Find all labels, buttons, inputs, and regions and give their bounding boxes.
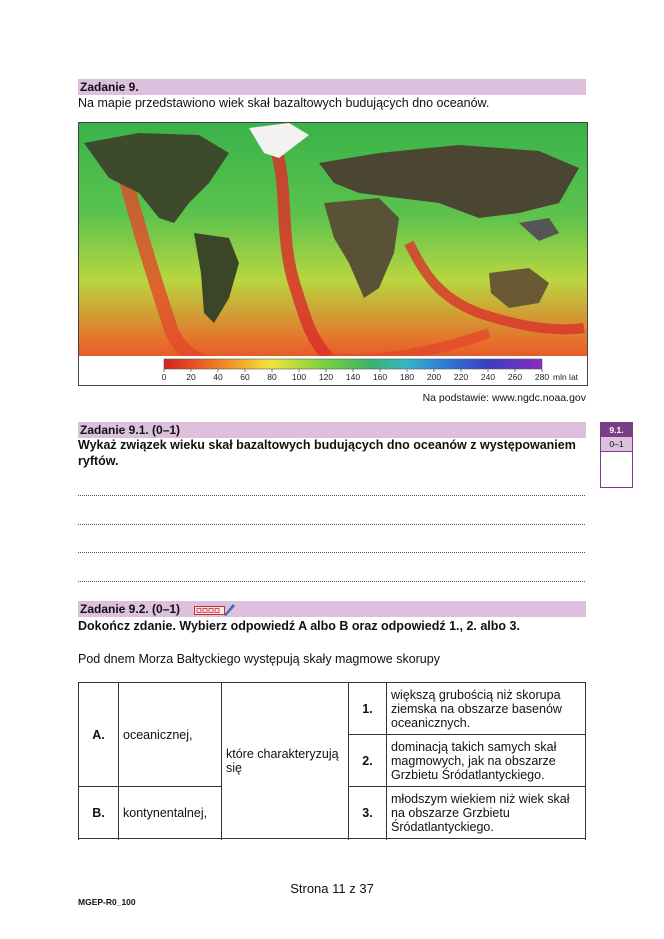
- option-3-line: młodszym wiekiem niż wiek skał: [391, 791, 570, 806]
- task91-question-line1: Wykaż związek wieku skał bazaltowych budujących dno oceanów z występowaniem: [78, 438, 576, 452]
- scale-tick-label: 220: [453, 372, 469, 382]
- option-b-text[interactable]: kontynentalnej,: [119, 787, 222, 839]
- score-box-9-1: [600, 422, 633, 488]
- option-3-line: Śródatlantyckiego.: [391, 819, 494, 834]
- middle-text-line2: się: [226, 760, 242, 775]
- scale-tick-label: 280: [534, 372, 550, 382]
- answer-line-3[interactable]: [78, 552, 585, 553]
- option-b-letter[interactable]: B.: [79, 787, 119, 839]
- scale-tick-label: 160: [372, 372, 388, 382]
- scale-tick-label: 180: [399, 372, 415, 382]
- score-box-range: 0–1: [601, 437, 632, 452]
- answer-table: [78, 682, 586, 839]
- option-1-line: większą grubością niż skorupa: [391, 687, 561, 702]
- map-source: Na podstawie: www.ngdc.noaa.gov: [422, 392, 586, 404]
- pencil-icon: [194, 603, 236, 620]
- option-a-text[interactable]: oceanicznej,: [119, 683, 222, 787]
- scale-tick-label: 80: [267, 372, 277, 382]
- ocean-floor-age-map: [78, 122, 588, 386]
- option-2-text[interactable]: [387, 735, 586, 787]
- score-box-entry[interactable]: [601, 452, 632, 486]
- option-2-line: dominacją takich samych skał: [391, 739, 557, 754]
- option-1-number[interactable]: 1.: [349, 683, 387, 735]
- scale-tick-label: 240: [480, 372, 496, 382]
- scale-tick-label: 100: [291, 372, 307, 382]
- scale-tick-label: 120: [318, 372, 334, 382]
- exam-code: MGEP-R0_100: [78, 897, 136, 907]
- page-number: Strona 11 z 37: [290, 881, 374, 896]
- answer-line-1[interactable]: [78, 495, 585, 496]
- option-2-line: magmowych, jak na obszarze: [391, 753, 556, 768]
- option-3-line: na obszarze Grzbietu: [391, 805, 510, 820]
- task9-header: Zadanie 9.: [80, 80, 139, 94]
- scale-tick-label: 20: [186, 372, 196, 382]
- option-1-text[interactable]: [387, 683, 586, 735]
- option-2-number[interactable]: 2.: [349, 735, 387, 787]
- task92-header: Zadanie 9.2. (0–1): [80, 602, 181, 616]
- option-2-line: Grzbietu Śródatlantyckiego.: [391, 767, 545, 782]
- answer-line-4[interactable]: [78, 581, 585, 582]
- score-box-label: 9.1.: [601, 423, 632, 437]
- option-1-line: ziemska na obszarze basenów: [391, 701, 562, 716]
- task91-question-line2: ryftów.: [78, 454, 119, 468]
- task9-intro: Na mapie przedstawiono wiek skał bazaltowych budujących dno oceanów.: [78, 96, 490, 110]
- option-a-letter[interactable]: A.: [79, 683, 119, 787]
- scale-tick-label: 200: [426, 372, 442, 382]
- task92-header-bar: [78, 601, 586, 617]
- answer-line-2[interactable]: [78, 524, 585, 525]
- option-3-number[interactable]: 3.: [349, 787, 387, 839]
- map-graphic: [79, 123, 587, 385]
- scale-tick-label: 40: [213, 372, 223, 382]
- option-1-line: oceanicznych.: [391, 715, 471, 730]
- option-3-text[interactable]: [387, 787, 586, 839]
- task9-header-bar: [78, 79, 586, 95]
- task92-instruction: Dokończ zdanie. Wybierz odpowiedź A albo B oraz odpowiedź 1., 2. albo 3.: [78, 619, 520, 633]
- task91-header: Zadanie 9.1. (0–1): [80, 423, 181, 437]
- task92-stem: Pod dnem Morza Bałtyckiego występują skały magmowe skorupy: [78, 652, 440, 666]
- scale-tick-label: 60: [240, 372, 250, 382]
- age-scale-bar: [164, 359, 542, 369]
- middle-text: [222, 683, 349, 839]
- scale-unit: mln lat: [553, 372, 579, 382]
- scale-tick-label: 0: [161, 372, 167, 382]
- scale-tick-label: 260: [507, 372, 523, 382]
- middle-text-line1: które charakteryzują: [226, 746, 339, 761]
- task91-header-bar: [78, 422, 586, 438]
- scale-tick-label: 140: [345, 372, 361, 382]
